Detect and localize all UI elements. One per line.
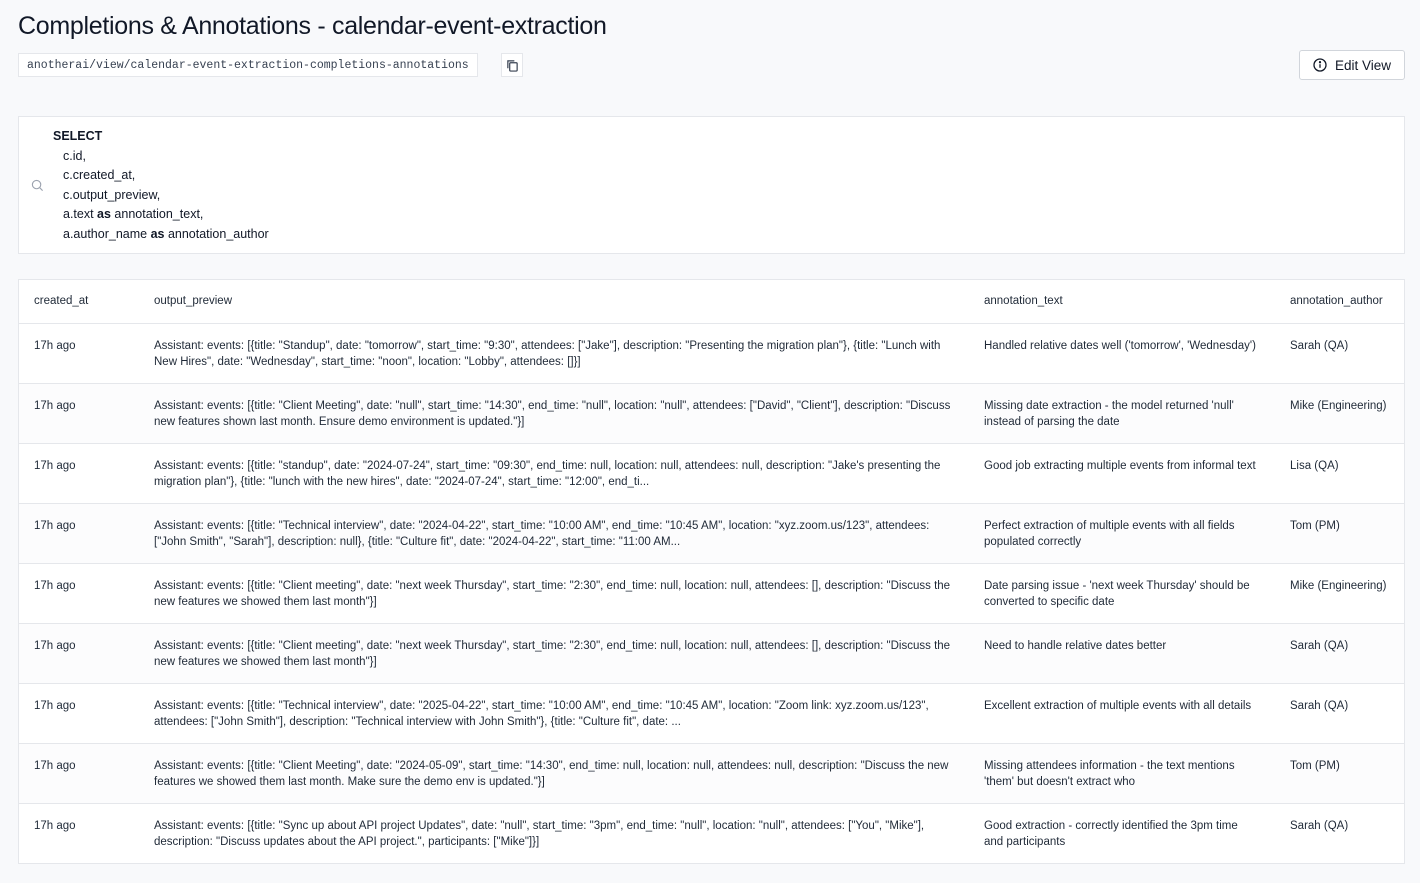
cell-created-at: 17h ago (19, 383, 139, 443)
sql-token: annotation_text, (110, 207, 204, 222)
copy-icon (506, 59, 519, 72)
cell-output-preview: Assistant: events: [{title: "Technical interview", date: "2025-04-22", start_time: "10:00 AM", end_time: "10:45 AM", location: "Zoom link: xyz.zoom.us/123", attendees: ["John Smith"], description: "Technical interview with John Smith"}, {title: "Culture fit", date: ... (139, 683, 969, 743)
sql-token: c.id, (63, 148, 86, 163)
cell-output-preview: Assistant: events: [{title: "Standup", date: "tomorrow", start_time: "9:30", attendees: ["Jake"], description: "Presenting the migration plan"}, {title: "Lunch with New Hires", date: "Wednesday", start_time: "noon", location: "Lobby", attendees: []}] (139, 323, 969, 383)
cell-output-preview: Assistant: events: [{title: "Client Meeting", date: "null", start_time: "14:30", end_time: "null", location: "null", attendees: ["David", "Client"], description: "Discuss new features shown last month. Ensure demo environment is updated."}] (139, 383, 969, 443)
column-header-output-preview[interactable]: output_preview (154, 295, 232, 308)
info-icon (1313, 58, 1327, 72)
cell-created-at: 17h ago (19, 443, 139, 503)
cell-annotation-author: Lisa (QA) (1275, 443, 1404, 503)
cell-output-preview: Assistant: events: [{title: "Client meeting", date: "next week Thursday", start_time: "2:30", end_time: null, location: null, attendees: [], description: "Discuss the new features we showed them last month"}] (139, 623, 969, 683)
cell-annotation-text: Need to handle relative dates better (969, 623, 1275, 683)
table-row[interactable] (19, 803, 1404, 863)
cell-output-preview: Assistant: events: [{title: "standup", date: "2024-07-24", start_time: "09:30", end_time: null, location: null, attendees: null, description: "Jake's presenting the migration plan"}, {title: "lunch with the new hires", date: "2024-07-24", start_time: "12:00", end_ti... (139, 443, 969, 503)
cell-annotation-text: Missing attendees information - the text mentions 'them' but doesn't extract who (969, 743, 1275, 803)
table-row[interactable] (19, 503, 1404, 563)
column-header-annotation-author[interactable]: annotation_author (1290, 295, 1383, 308)
cell-annotation-author: Tom (PM) (1275, 743, 1404, 803)
sql-line (53, 127, 269, 147)
edit-view-label: Edit View (1334, 57, 1391, 73)
sql-keyword: SELECT (53, 129, 103, 143)
page-title: Completions & Annotations - calendar-event-extraction (18, 12, 607, 40)
cell-annotation-author: Sarah (QA) (1275, 803, 1404, 863)
edit-view-button[interactable] (1299, 50, 1405, 80)
cell-annotation-text: Missing date extraction - the model returned 'null' instead of parsing the date (969, 383, 1275, 443)
copy-url-button[interactable] (501, 53, 523, 77)
cell-annotation-author: Mike (Engineering) (1275, 563, 1404, 623)
cell-annotation-author: Mike (Engineering) (1275, 383, 1404, 443)
column-header-annotation-text[interactable]: annotation_text (984, 295, 1063, 308)
cell-annotation-text: Date parsing issue - 'next week Thursday' should be converted to specific date (969, 563, 1275, 623)
table-row[interactable] (19, 683, 1404, 743)
table-row[interactable] (19, 623, 1404, 683)
cell-output-preview: Assistant: events: [{title: "Technical interview", date: "2024-04-22", start_time: "10:00 AM", end_time: "10:45 AM", location: "xyz.zoom.us/123", attendees: ["John Smith", "Sarah"], description: null}, {title: "Culture fit", date: "2024-04-22", start_time: "11:00 AM... (139, 503, 969, 563)
sql-keyword: as (150, 226, 165, 241)
table-row[interactable] (19, 383, 1404, 443)
cell-annotation-text: Excellent extraction of multiple events with all details (969, 683, 1275, 743)
cell-created-at: 17h ago (19, 323, 139, 383)
results-table (18, 279, 1405, 864)
sql-token: a.text (63, 207, 98, 222)
cell-output-preview: Assistant: events: [{title: "Client Meeting", date: "2024-05-09", start_time: "14:30", end_time: null, location: null, attendees: null, description: "Discuss the new features we showed them last month. Make sure the demo env is updated."}] (139, 743, 969, 803)
sql-token: a.author_name (63, 226, 151, 241)
table-row[interactable] (19, 563, 1404, 623)
sql-line (53, 186, 269, 206)
cell-annotation-author: Sarah (QA) (1275, 623, 1404, 683)
table-row[interactable] (19, 323, 1404, 383)
sql-line (53, 147, 269, 167)
cell-annotation-text: Perfect extraction of multiple events with all fields populated correctly (969, 503, 1275, 563)
cell-annotation-author: Sarah (QA) (1275, 683, 1404, 743)
sql-token: annotation_author (164, 226, 269, 241)
cell-annotation-text: Handled relative dates well ('tomorrow', 'Wednesday') (969, 323, 1275, 383)
cell-annotation-text: Good extraction - correctly identified the 3pm time and participants (969, 803, 1275, 863)
sql-query-text (53, 127, 269, 245)
cell-created-at: 17h ago (19, 503, 139, 563)
cell-annotation-text: Good job extracting multiple events from informal text (969, 443, 1275, 503)
sql-token: c.created_at, (63, 168, 136, 183)
table-header-row (19, 280, 1404, 323)
view-url: anotherai/view/calendar-event-extraction-completions-annotations (18, 53, 478, 77)
cell-created-at: 17h ago (19, 623, 139, 683)
sql-line (53, 166, 269, 186)
cell-output-preview: Assistant: events: [{title: "Client meeting", date: "next week Thursday", start_time: "2:30", end_time: null, location: null, attendees: [], description: "Discuss the new features we showed them last month"}] (139, 563, 969, 623)
cell-annotation-author: Sarah (QA) (1275, 323, 1404, 383)
sql-keyword: as (97, 207, 111, 222)
sql-line (53, 205, 269, 225)
sql-token: c.output_preview, (63, 187, 161, 202)
cell-output-preview: Assistant: events: [{title: "Sync up about API project Updates", date: "null", start_time: "3pm", end_time: "null", location: "null", attendees: ["You", "Mike"], description: "Discuss updates about the API project.", participants: ["Mike"]}] (139, 803, 969, 863)
sql-line (53, 225, 269, 245)
cell-created-at: 17h ago (19, 563, 139, 623)
search-icon (31, 179, 44, 192)
cell-created-at: 17h ago (19, 743, 139, 803)
table-row[interactable] (19, 443, 1404, 503)
cell-annotation-author: Tom (PM) (1275, 503, 1404, 563)
cell-created-at: 17h ago (19, 683, 139, 743)
table-row[interactable] (19, 743, 1404, 803)
cell-created-at: 17h ago (19, 803, 139, 863)
column-header-created-at[interactable]: created_at (34, 295, 89, 308)
sql-query-box[interactable] (18, 116, 1405, 254)
